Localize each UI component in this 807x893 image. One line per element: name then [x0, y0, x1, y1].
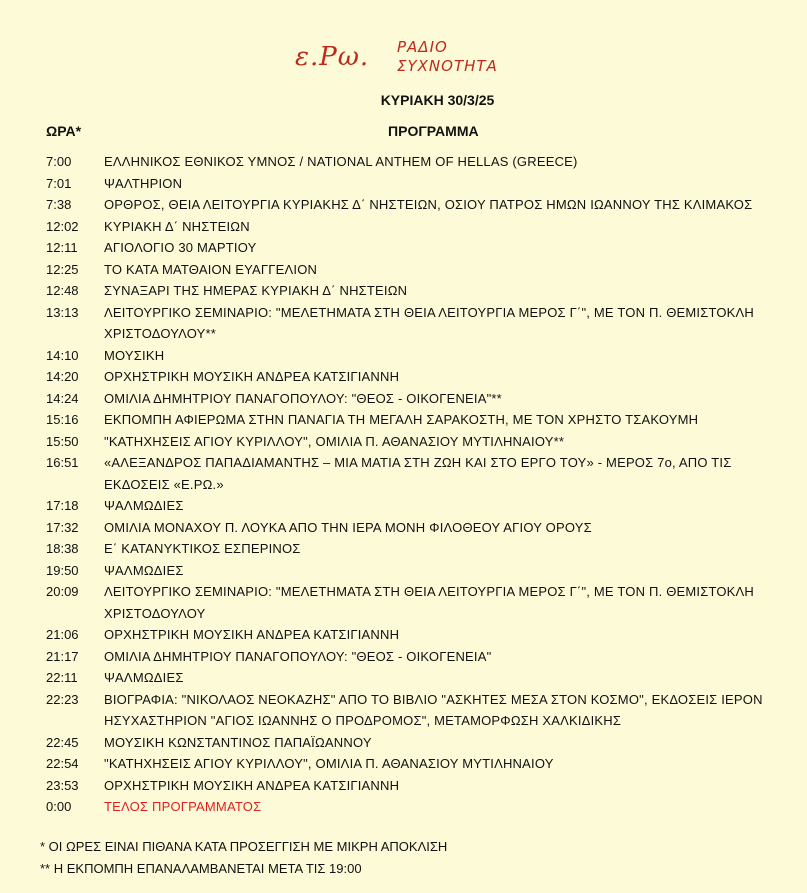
schedule-time: 22:11: [46, 670, 78, 685]
schedule-row: [46, 495, 786, 517]
schedule-time: 17:32: [46, 519, 79, 535]
schedule-date: ΚΥΡΙΑΚΗ 30/3/25: [380, 92, 495, 108]
schedule-program-title: ΟΡΧΗΣΤΡΙΚΗ ΜΟΥΣΙΚΗ ΑΝΔΡΕΑ ΚΑΤΣΙΓΙΑΝΝΗ: [104, 777, 400, 793]
schedule-time: 15:50: [46, 433, 79, 449]
schedule-time: 22:23: [46, 691, 79, 707]
schedule-time: 7:01: [46, 175, 72, 191]
schedule-time: 23:53: [46, 777, 79, 793]
schedule-row: [46, 194, 786, 216]
schedule-row: [46, 259, 786, 281]
schedule-program-title: ΜΟΥΣΙΚΗ ΚΩΝΣΤΑΝΤΙΝΟΣ ΠΑΠΑΪΩΑΝΝΟΥ: [104, 734, 372, 750]
schedule-program-title: ΜΟΥΣΙΚΗ: [104, 347, 165, 363]
schedule-row: [46, 216, 786, 238]
schedule-time: 14:24: [46, 390, 79, 406]
radio-title-line2: ΣΥΧΝΟΤΗΤΑ: [397, 57, 498, 75]
schedule-program-title: ΒΙΟΓΡΑΦΙΑ: "ΝΙΚΟΛΑΟΣ ΝΕΟΚΑΖΗΣ" ΑΠΟ ΤΟ ΒΙΒΛΙΟ "ΑΣΚΗΤΕΣ ΜΕΣΑ ΣΤΟΝ ΚΟΣΜΟ", ΕΚΔΟΣΕΙΣ ΙΕΡΟΝ ΗΣΥΧΑΣΤΗΡΙΟΝ "ΑΓΙΟΣ ΙΩΑΝΝΗΣ Ο ΠΡΟΔΡΟΜΟΣ", ΜΕΤΑΜΟΡΦΩΣΗ ΧΑΛΚΙΔΙΚΗΣ: [104, 691, 763, 728]
program-column-header: ΠΡΟΓΡΑΜΜΑ: [388, 123, 479, 139]
schedule-time: 0:00: [46, 799, 72, 814]
schedule-program-title: ΟΜΙΛΙΑ ΜΟΝΑΧΟΥ Π. ΛΟΥΚΑ ΑΠΟ ΤΗΝ ΙΕΡΑ ΜΟΝΗ ΦΙΛΟΘΕΟΥ ΑΓΙΟΥ ΟΡΟΥΣ: [104, 519, 592, 535]
schedule-time: 12:11: [46, 240, 78, 255]
footnote-approx-times: * ΟΙ ΩΡΕΣ ΕΙΝΑΙ ΠΙΘΑΝΑ ΚΑΤΑ ΠΡΟΣΕΓΓΙΣΗ ΜΕ ΜΙΚΡΗ ΑΠΟΚΛΙΣΗ: [40, 839, 448, 854]
schedule-program-title: ΛΕΙΤΟΥΡΓΙΚΟ ΣΕΜΙΝΑΡΙΟ: "ΜΕΛΕΤΗΜΑΤΑ ΣΤΗ ΘΕΙΑ ΛΕΙΤΟΥΡΓΙΑ ΜΕΡΟΣ Γ΄", ΜΕ ΤΟΝ Π. ΘΕΜΙΣΤΟΚΛΗ ΧΡΙΣΤΟΔΟΥΛΟΥ: [104, 584, 755, 621]
schedule-time: 12:02: [46, 218, 79, 234]
schedule-program-title: ΣΥΝΑΞΑΡΙ ΤΗΣ ΗΜΕΡΑΣ ΚΥΡΙΑΚΗ Δ΄ ΝΗΣΤΕΙΩΝ: [104, 283, 408, 298]
schedule-program-title: ΟΡΧΗΣΤΡΙΚΗ ΜΟΥΣΙΚΗ ΑΝΔΡΕΑ ΚΑΤΣΙΓΙΑΝΝΗ: [104, 369, 400, 384]
schedule-row: [46, 667, 786, 689]
radio-frequency-title: [397, 38, 498, 76]
schedule-time: 20:09: [46, 584, 79, 599]
schedule-time: 22:54: [46, 756, 79, 771]
schedule-time: 17:18: [46, 498, 79, 513]
schedule-program-title: ΤΕΛΟΣ ΠΡΟΓΡΑΜΜΑΤΟΣ: [104, 799, 262, 814]
schedule-program-title: ΟΜΙΛΙΑ ΔΗΜΗΤΡΙΟΥ ΠΑΝΑΓΟΠΟΥΛΟΥ: "ΘΕΟΣ - ΟΙΚΟΓΕΝΕΙΑ"**: [104, 390, 502, 406]
schedule-row: [46, 538, 786, 560]
schedule-program-title: ΚΥΡΙΑΚΗ Δ΄ ΝΗΣΤΕΙΩΝ: [104, 218, 250, 234]
schedule-row: [46, 366, 786, 388]
schedule-row: [46, 689, 786, 732]
schedule-program-title: ΕΚΠΟΜΠΗ ΑΦΙΕΡΩΜΑ ΣΤΗΝ ΠΑΝΑΓΙΑ ΤΗ ΜΕΓΑΛΗ ΣΑΡΑΚΟΣΤΗ, ΜΕ ΤΟΝ ΧΡΗΣΤΟ ΤΣΑΚΟΥΜΗ: [104, 412, 699, 427]
radio-title-line1: ΡΑΔΙΟ: [397, 38, 448, 56]
schedule-program-title: «ΑΛΕΞΑΝΔΡΟΣ ΠΑΠΑΔΙΑΜΑΝΤΗΣ – ΜΙΑ ΜΑΤΙΑ ΣΤΗ ΖΩΗ ΚΑΙ ΣΤΟ ΕΡΓΟ ΤΟΥ» - ΜΕΡΟΣ 7ο, ΑΠΟ ΤΙΣ ΕΚΔΟΣΕΙΣ «Ε.ΡΩ.»: [104, 455, 732, 492]
schedule-time: 12:48: [46, 283, 79, 298]
schedule-row: [46, 302, 786, 345]
schedule-program-title: ΟΡΘΡΟΣ, ΘΕΙΑ ΛΕΙΤΟΥΡΓΙΑ ΚΥΡΙΑΚΗΣ Δ΄ ΝΗΣΤΕΙΩΝ, ΟΣΙΟΥ ΠΑΤΡΟΣ ΗΜΩΝ ΙΩΑΝΝΟΥ ΤΗΣ ΚΛΙΜΑΚΟΣ: [104, 197, 753, 212]
schedule-time: 7:00: [46, 154, 72, 169]
schedule-time: 7:38: [46, 197, 72, 212]
schedule-time: 21:17: [46, 648, 79, 664]
schedule-time: 21:06: [46, 627, 79, 642]
schedule-row: [46, 431, 786, 453]
schedule-time: 19:50: [46, 562, 79, 578]
schedule-program-title: ΟΜΙΛΙΑ ΔΗΜΗΤΡΙΟΥ ΠΑΝΑΓΟΠΟΥΛΟΥ: "ΘΕΟΣ - ΟΙΚΟΓΕΝΕΙΑ": [104, 648, 492, 664]
schedule-row: [46, 560, 786, 582]
schedule-row: [46, 173, 786, 195]
schedule-row: [46, 237, 786, 259]
schedule-program-title: ΤΟ ΚΑΤΑ ΜΑΤΘΑΙΟΝ ΕΥΑΓΓΕΛΙΟΝ: [104, 261, 318, 277]
schedule-row: [46, 581, 786, 624]
schedule-program-title: ΨΑΛΜΩΔΙΕΣ: [104, 562, 184, 578]
station-logo: ε.Ρω.: [295, 42, 370, 72]
schedule-row: [46, 732, 786, 754]
schedule-time: 15:16: [46, 412, 79, 427]
schedule-time: 16:51: [46, 455, 79, 470]
schedule-row: [46, 151, 786, 173]
schedule-time: 18:38: [46, 541, 79, 556]
schedule-program-title: ΨΑΛΤΗΡΙΟΝ: [104, 175, 183, 191]
schedule-row: [46, 753, 786, 775]
station-header: [0, 30, 807, 90]
schedule-row: [46, 517, 786, 539]
schedule-program-title: ΨΑΛΜΩΔΙΕΣ: [104, 670, 184, 685]
schedule-program-title: ΨΑΛΜΩΔΙΕΣ: [104, 498, 184, 513]
schedule-row: [46, 345, 786, 367]
schedule-row: [46, 775, 786, 797]
schedule-time: 12:25: [46, 261, 79, 277]
schedule-program-title: ΕΛΛΗΝΙΚΟΣ ΕΘΝΙΚΟΣ ΥΜΝΟΣ / NATIONAL ANTHEM OF HELLAS (GREECE): [104, 154, 578, 169]
schedule-program-title: "ΚΑΤΗΧΗΣΕΙΣ ΑΓΙΟΥ ΚΥΡΙΛΛΟΥ", ΟΜΙΛΙΑ Π. ΑΘΑΝΑΣΙΟΥ ΜΥΤΙΛΗΝΑΙΟΥ**: [104, 433, 565, 449]
schedule-program-title: ΟΡΧΗΣΤΡΙΚΗ ΜΟΥΣΙΚΗ ΑΝΔΡΕΑ ΚΑΤΣΙΓΙΑΝΝΗ: [104, 627, 400, 642]
schedule-time: 22:45: [46, 734, 79, 750]
program-schedule: [46, 151, 786, 818]
footnotes: [40, 836, 447, 880]
schedule-program-title: ΑΓΙΟΛΟΓΙΟ 30 ΜΑΡΤΙΟΥ: [104, 240, 257, 255]
schedule-row: [46, 452, 786, 495]
schedule-program-title: "ΚΑΤΗΧΗΣΕΙΣ ΑΓΙΟΥ ΚΥΡΙΛΛΟΥ", ΟΜΙΛΙΑ Π. ΑΘΑΝΑΣΙΟΥ ΜΥΤΙΛΗΝΑΙΟΥ: [104, 756, 554, 771]
schedule-row: [46, 624, 786, 646]
time-column-header: ΩΡΑ*: [46, 123, 82, 139]
footnote-rebroadcast: ** Η ΕΚΠΟΜΠΗ ΕΠΑΝΑΛΑΜΒΑΝΕΤΑΙ ΜΕΤΑ ΤΙΣ 19:00: [40, 861, 362, 876]
schedule-row: [46, 409, 786, 431]
schedule-time: 14:20: [46, 369, 79, 384]
schedule-row: [46, 646, 786, 668]
schedule-row: [46, 388, 786, 410]
schedule-row: [46, 796, 786, 818]
schedule-program-title: Ε΄ ΚΑΤΑΝΥΚΤΙΚΟΣ ΕΣΠΕΡΙΝΟΣ: [104, 541, 301, 556]
schedule-time: 14:10: [46, 347, 79, 363]
schedule-row: [46, 280, 786, 302]
schedule-program-title: ΛΕΙΤΟΥΡΓΙΚΟ ΣΕΜΙΝΑΡΙΟ: "ΜΕΛΕΤΗΜΑΤΑ ΣΤΗ ΘΕΙΑ ΛΕΙΤΟΥΡΓΙΑ ΜΕΡΟΣ Γ΄", ΜΕ ΤΟΝ Π. ΘΕΜΙΣΤΟΚΛΗ ΧΡΙΣΤΟΔΟΥΛΟΥ**: [104, 304, 755, 341]
schedule-time: 13:13: [46, 304, 79, 320]
